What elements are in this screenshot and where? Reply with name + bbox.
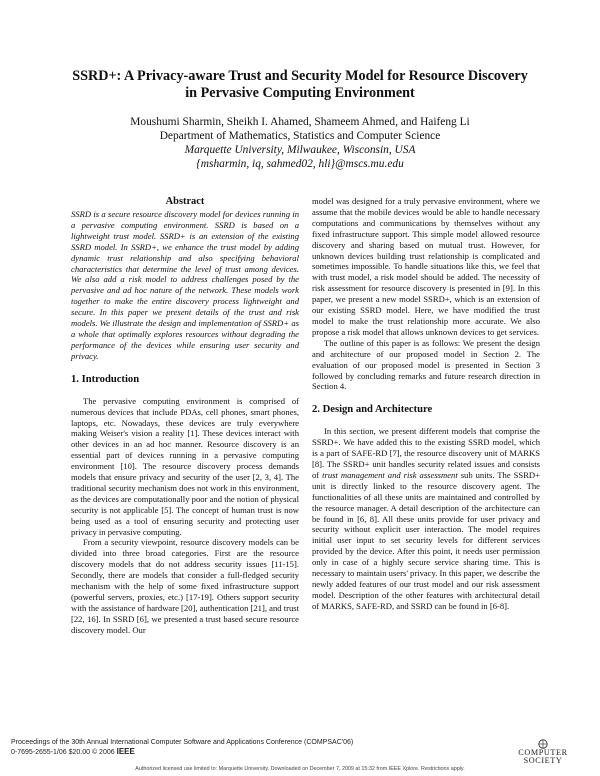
paper-title xyxy=(60,68,540,102)
computer-society-logo xyxy=(502,739,584,765)
left-column xyxy=(71,196,299,636)
authorized-use-notice: Authorized licensed use limited to: Marquette University. Downloaded on December 7, 2009 at 15:32 from IEEE Xplore. Restrictions apply. xyxy=(135,766,465,772)
ieee-mark: IEEE xyxy=(116,747,135,756)
isbn-line xyxy=(11,747,531,757)
design-text-emphasis: trust management and risk assessment xyxy=(322,469,458,480)
abstract-text: SSRD is a secure resource discovery model for devices running in a pervasive computing environment. SSRD is based on a lightweight trust model. SSRD+ is an extension of the existing SSRD model. In SSRD+, we enhance the trust model by adding dynamic trust relationship and also specifying behavioral characteristics that determine the level of trust among devices. We also add a risk model to address challenges posed by the pervasive and ad hoc nature of the network. These models work together to make the entire discovery process lightweight and secure. In this paper we present details of the trust and risk models. We illustrate the design and implementation of SSRD+ as a whole that optimally explores resources without degrading the performance of the devices while ensuring user security and privacy. xyxy=(71,209,299,361)
title-line-1: SSRD+: A Privacy-aware Trust and Security Model for Resource Discovery xyxy=(72,68,528,84)
university: Marquette University, Milwaukee, Wisconsin, USA xyxy=(184,144,416,156)
intro-paragraph-2: From a security viewpoint, resource discovery models can be divided into three broad categories. First are the resource discovery models that do not address security issues [11-15]. Secondly, there are models that consider a full-fledged security mechanism with the help of some fixed infrastructure support (powerful servers, proxies, etc.) [17-19]. Others support security with the assistance of hardware [20], authentication [21], and trust [22, 16]. In SSRD [6], we presented a trust based secure resource discovery model. Our xyxy=(71,537,299,635)
proceedings-line: Proceedings of the 30th Annual International Computer Software and Applications Conference (COMPSAC'06) xyxy=(11,739,354,746)
introduction-heading: 1. Introduction xyxy=(71,373,140,385)
isbn-text: 0-7695-2655-1/06 $20.00 © 2006 xyxy=(11,749,115,756)
society-name-line-1: COMPUTER xyxy=(518,748,568,757)
department: Department of Mathematics, Statistics and Computer Science xyxy=(159,130,441,142)
intro-outline-paragraph: The outline of this paper is as follows: We present the design and architecture of our proposed model in Section 2. The evaluation of our proposed model is presented in Section 3 followed by concluding remarks and future research direction in Section 4. xyxy=(312,337,540,392)
proceedings-footer xyxy=(11,738,531,757)
society-name-line-2: SOCIETY xyxy=(523,756,563,765)
paper-header xyxy=(60,68,540,171)
intro-paragraph-2-continued: model was designed for a truly pervasive environment, where we assume that the mobile devices would be able to handle necessary computations and communications by themselves without any fixed infrastructure support. This simple model allowed resource discovery and sharing based on mutual trust. However, for unknown devices building trust relationship is complicated and sometimes impossible. To handle situations like this, we feel that with trust model, a risk model should be added. The necessity of risk assessment for resource discovery is presented in [9]. In this paper, we present a new model SSRD+, which is an extension of our existing SSRD model. Here, we have modified the trust model to make the trust relationship more accurate. We also propose a risk model that allows unknown devices to get services. xyxy=(312,196,540,337)
author-list: Moushumi Sharmin, Sheikh I. Ahamed, Shameem Ahmed, and Haifeng Li xyxy=(130,116,470,128)
right-column xyxy=(312,196,540,612)
abstract-heading: Abstract xyxy=(165,196,205,207)
intro-paragraph-1: The pervasive computing environment is comprised of numerous devices that include PDAs, cell phones, smart phones, laptops, etc. Nowadays, these devices are truly everywhere making Weiser's vision a reality [1]. These devices interact with other devices in an ad hoc manner. Resource discovery is an essential part of devices running in a pervasive computing environment [10]. The resource discovery process demands models that ensure privacy and security of the user [2, 3, 4]. The traditional security mechanism does not work in this environment, as the devices are computationally poor and the notion of physical security is not applicable [5]. The concept of human trust is now being used as a tool of ensuring security and protecting user privacy in pervasive computing. xyxy=(71,395,299,537)
design-paragraph-1 xyxy=(312,426,540,611)
design-heading: 2. Design and Architecture xyxy=(312,404,433,416)
design-text-a: In this section, we present different models that comprise the SSRD+. We have added this to the existing SSRD model, which is a part of SAFE-RD [7], the resource discovery unit of MARKS [8]. The SSRD+ unit handles security related issues and consists of xyxy=(312,426,540,480)
author-emails: {msharmin, iq, sahmed02, hli}@mscs.mu.edu xyxy=(196,158,404,170)
design-text-b: sub units. The SSRD+ unit is directly linked to the resource discovery agent. The functionalities of all these units are maintained and controlled by the resource manager. A detail description of the architecture can be found in [6, 8]. All these units provide for user privacy and security without explicit user interaction. The model requires initial user input to set security levels for different services provided by the device. After this point, it needs user permission only in case of a highly secure service sharing time. This is necessary to maintain users' privacy. In this paper, we describe the newly added features of our trust model and our risk assessment model. Description of the other features with architectural detail of MARKS, SAFE-RD, and SSRD can be found in [6-8]. xyxy=(312,469,540,611)
title-line-2: in Pervasive Computing Environment xyxy=(185,85,415,101)
